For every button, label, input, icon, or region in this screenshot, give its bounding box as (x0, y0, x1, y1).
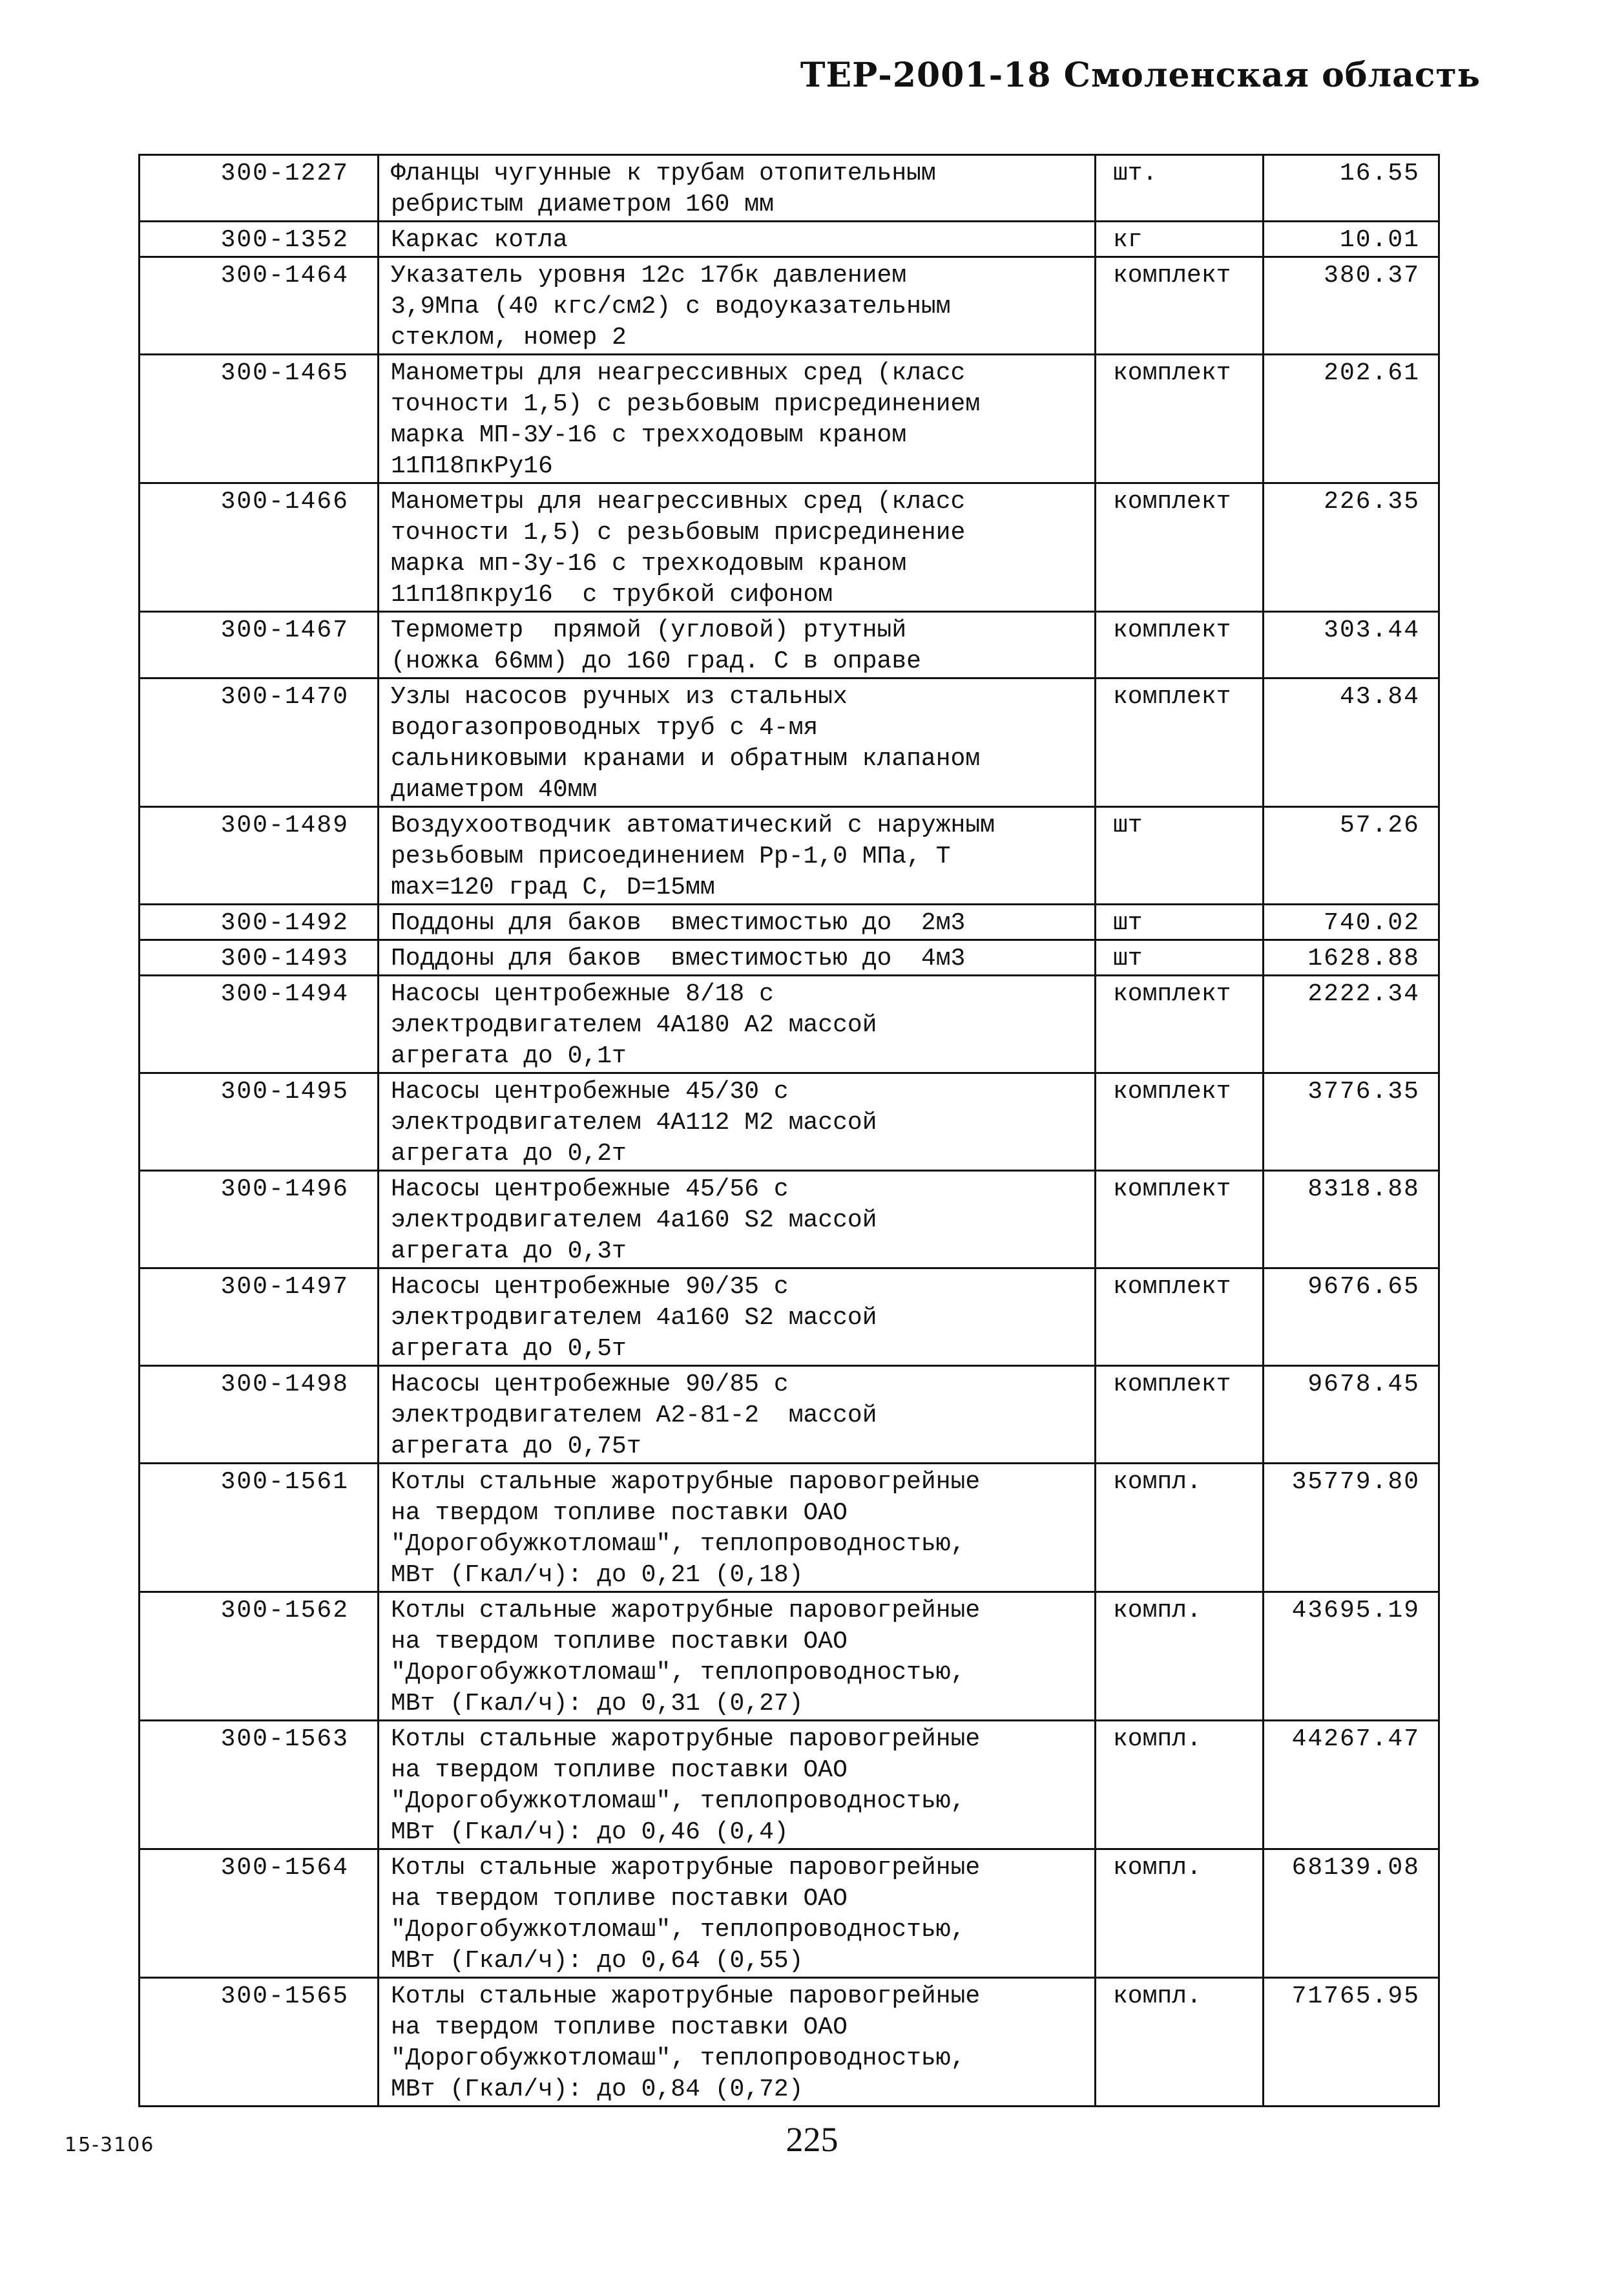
table-row (140, 257, 1439, 355)
resource-code-cell: 300-1493 (140, 940, 379, 976)
resource-name-cell: Котлы стальные жаротрубные паровогрейные на твердом топливе поставки ОАО "Дорогобужкотломаш", теплопроводностью, МВт (Гкал/ч): до 0,46 (0,4) (379, 1721, 1096, 1849)
table-row (140, 940, 1439, 976)
resource-code-cell: 300-1489 (140, 807, 379, 905)
table-row (140, 612, 1439, 678)
unit-cell: компл. (1096, 1978, 1264, 2107)
table-row (140, 1464, 1439, 1592)
resource-code-cell: 300-1495 (140, 1073, 379, 1171)
resource-code-cell: 300-1561 (140, 1464, 379, 1592)
table-row (140, 1268, 1439, 1366)
price-cell: 35779.80 (1264, 1464, 1439, 1592)
unit-cell: шт (1096, 905, 1264, 940)
table-row (140, 1073, 1439, 1171)
resource-code-cell: 300-1564 (140, 1849, 379, 1978)
unit-cell: компл. (1096, 1849, 1264, 1978)
price-cell: 43.84 (1264, 678, 1439, 807)
price-cell: 10.01 (1264, 222, 1439, 257)
table-row (140, 1171, 1439, 1268)
unit-cell: комплект (1096, 1366, 1264, 1464)
unit-cell: комплект (1096, 257, 1264, 355)
resource-code-cell: 300-1465 (140, 355, 379, 483)
price-cell: 380.37 (1264, 257, 1439, 355)
table-row (140, 1721, 1439, 1849)
resource-name-cell: Каркас котла (379, 222, 1096, 257)
resource-name-cell: Термометр прямой (угловой) ртутный (ножка 66мм) до 160 град. С в оправе (379, 612, 1096, 678)
table-row (140, 976, 1439, 1073)
resource-name-cell: Насосы центробежные 45/30 с электродвигателем 4А112 М2 массой агрегата до 0,2т (379, 1073, 1096, 1171)
resource-name-cell: Поддоны для баков вместимостью до 4м3 (379, 940, 1096, 976)
price-cell: 16.55 (1264, 155, 1439, 222)
unit-cell: комплект (1096, 678, 1264, 807)
price-cell: 9676.65 (1264, 1268, 1439, 1366)
resource-code-cell: 300-1470 (140, 678, 379, 807)
unit-cell: комплект (1096, 612, 1264, 678)
resource-name-cell: Котлы стальные жаротрубные паровогрейные на твердом топливе поставки ОАО "Дорогобужкотломаш", теплопроводностью, МВт (Гкал/ч): до 0,31 (0,27) (379, 1592, 1096, 1721)
resource-code-cell: 300-1497 (140, 1268, 379, 1366)
price-cell: 202.61 (1264, 355, 1439, 483)
resource-name-cell: Указатель уровня 12с 17бк давлением 3,9Мпа (40 кгс/см2) с водоуказательным стеклом, номер 2 (379, 257, 1096, 355)
table-row (140, 355, 1439, 483)
resource-code-cell: 300-1496 (140, 1171, 379, 1268)
resource-name-cell: Насосы центробежные 90/85 с электродвигателем А2-81-2 массой агрегата до 0,75т (379, 1366, 1096, 1464)
resource-code-cell: 300-1464 (140, 257, 379, 355)
page-number: 225 (786, 2120, 838, 2159)
price-table-body (140, 155, 1439, 2107)
resource-code-cell: 300-1562 (140, 1592, 379, 1721)
price-cell: 71765.95 (1264, 1978, 1439, 2107)
resource-code-cell: 300-1494 (140, 976, 379, 1073)
unit-cell: комплект (1096, 355, 1264, 483)
resource-name-cell: Манометры для неагрессивных сред (класс точности 1,5) с резьбовым присрединение марка мп-3у-16 с трехкодовым краном 11п18пкру16 с трубкой сифоном (379, 483, 1096, 612)
resource-name-cell: Манометры для неагрессивных сред (класс точности 1,5) с резьбовым присрединением марка МП-3У-16 с трехходовым краном 11П18пкРу16 (379, 355, 1096, 483)
unit-cell: шт (1096, 807, 1264, 905)
price-cell: 2222.34 (1264, 976, 1439, 1073)
resource-name-cell: Поддоны для баков вместимостью до 2м3 (379, 905, 1096, 940)
table-row (140, 1366, 1439, 1464)
table-row (140, 678, 1439, 807)
resource-code-cell: 300-1466 (140, 483, 379, 612)
resource-code-cell: 300-1565 (140, 1978, 379, 2107)
price-cell: 3776.35 (1264, 1073, 1439, 1171)
price-table (138, 154, 1440, 2107)
page-header-title: ТЕР-2001-18 Смоленская область (800, 56, 1481, 95)
resource-code-cell: 300-1467 (140, 612, 379, 678)
sheet-code: 15-3106 (65, 2134, 155, 2156)
resource-code-cell: 300-1563 (140, 1721, 379, 1849)
table-row (140, 807, 1439, 905)
unit-cell: комплект (1096, 1171, 1264, 1268)
price-cell: 1628.88 (1264, 940, 1439, 976)
table-row (140, 905, 1439, 940)
price-cell: 57.26 (1264, 807, 1439, 905)
resource-code-cell: 300-1227 (140, 155, 379, 222)
table-row (140, 1592, 1439, 1721)
price-cell: 9678.45 (1264, 1366, 1439, 1464)
unit-cell: комплект (1096, 1268, 1264, 1366)
resource-name-cell: Фланцы чугунные к трубам отопительным ребристым диаметром 160 мм (379, 155, 1096, 222)
table-row (140, 483, 1439, 612)
unit-cell: компл. (1096, 1464, 1264, 1592)
resource-name-cell: Воздухоотводчик автоматический с наружным резьбовым присоединением Рр-1,0 МПа, Т max=120 град С, D=15мм (379, 807, 1096, 905)
table-row (140, 1849, 1439, 1978)
price-cell: 226.35 (1264, 483, 1439, 612)
resource-name-cell: Насосы центробежные 8/18 с электродвигателем 4А180 А2 массой агрегата до 0,1т (379, 976, 1096, 1073)
price-cell: 43695.19 (1264, 1592, 1439, 1721)
resource-name-cell: Котлы стальные жаротрубные паровогрейные на твердом топливе поставки ОАО "Дорогобужкотломаш", теплопроводностью, МВт (Гкал/ч): до 0,64 (0,55) (379, 1849, 1096, 1978)
table-row (140, 155, 1439, 222)
price-cell: 44267.47 (1264, 1721, 1439, 1849)
resource-code-cell: 300-1352 (140, 222, 379, 257)
unit-cell: кг (1096, 222, 1264, 257)
unit-cell: шт (1096, 940, 1264, 976)
unit-cell: шт. (1096, 155, 1264, 222)
resource-name-cell: Насосы центробежные 90/35 с электродвигателем 4а160 S2 массой агрегата до 0,5т (379, 1268, 1096, 1366)
unit-cell: комплект (1096, 1073, 1264, 1171)
resource-name-cell: Узлы насосов ручных из стальных водогазопроводных труб с 4-мя сальниковыми кранами и обратным клапаном диаметром 40мм (379, 678, 1096, 807)
resource-code-cell: 300-1492 (140, 905, 379, 940)
resource-name-cell: Насосы центробежные 45/56 с электродвигателем 4а160 S2 массой агрегата до 0,3т (379, 1171, 1096, 1268)
resource-name-cell: Котлы стальные жаротрубные паровогрейные на твердом топливе поставки ОАО "Дорогобужкотломаш", теплопроводностью, МВт (Гкал/ч): до 0,21 (0,18) (379, 1464, 1096, 1592)
unit-cell: компл. (1096, 1721, 1264, 1849)
price-cell: 740.02 (1264, 905, 1439, 940)
unit-cell: комплект (1096, 483, 1264, 612)
unit-cell: комплект (1096, 976, 1264, 1073)
price-cell: 8318.88 (1264, 1171, 1439, 1268)
table-row (140, 1978, 1439, 2107)
price-cell: 68139.08 (1264, 1849, 1439, 1978)
unit-cell: компл. (1096, 1592, 1264, 1721)
resource-name-cell: Котлы стальные жаротрубные паровогрейные на твердом топливе поставки ОАО "Дорогобужкотломаш", теплопроводностью, МВт (Гкал/ч): до 0,84 (0,72) (379, 1978, 1096, 2107)
resource-code-cell: 300-1498 (140, 1366, 379, 1464)
table-row (140, 222, 1439, 257)
price-cell: 303.44 (1264, 612, 1439, 678)
